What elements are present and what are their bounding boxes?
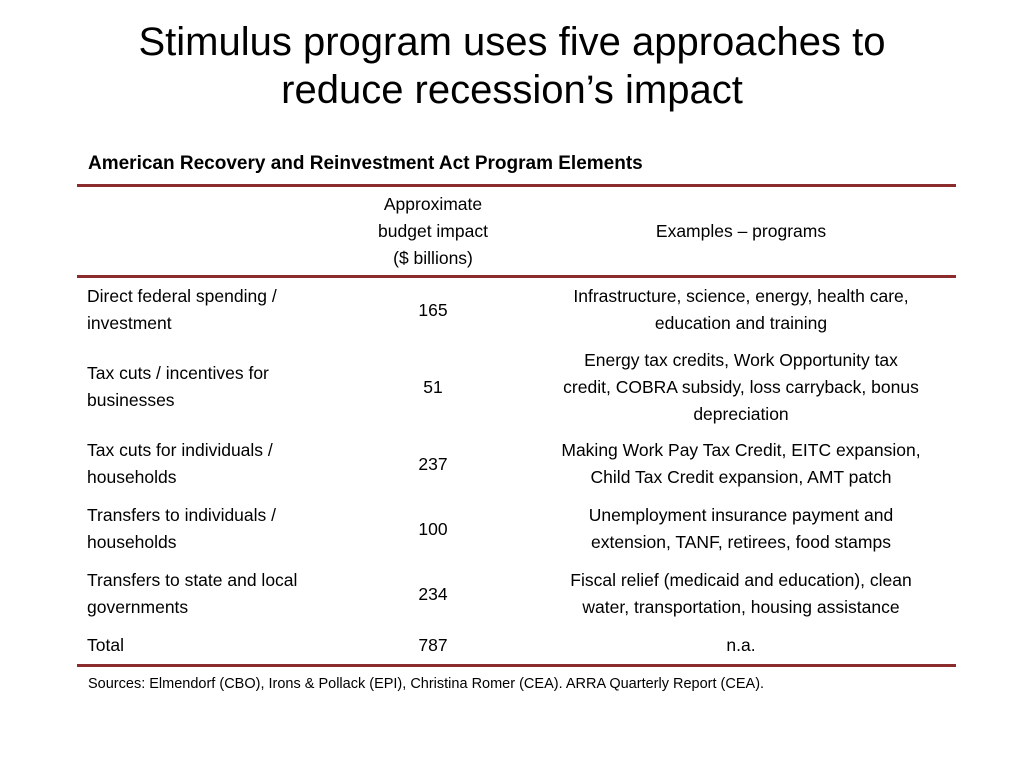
examples-line: depreciation — [693, 403, 789, 424]
total-row — [77, 626, 956, 664]
category-line: businesses — [87, 390, 175, 410]
table-row — [77, 432, 956, 496]
row-examples — [526, 342, 956, 432]
examples-line: Fiscal relief (medicaid and education), clean — [570, 570, 912, 590]
table-bottom-rule — [77, 664, 956, 667]
table-header — [77, 187, 956, 275]
examples-line: Energy tax credits, Work Opportunity tax — [584, 349, 898, 370]
header-budget-impact — [340, 187, 526, 275]
slide-title-line-1: Stimulus program uses five approaches to — [138, 20, 886, 64]
row-examples — [526, 562, 956, 626]
program-elements-table — [77, 187, 956, 664]
row-category: Total — [87, 634, 124, 655]
table-body — [77, 278, 956, 664]
examples-line: water, transportation, housing assistance — [582, 597, 900, 617]
examples-line: education and training — [654, 313, 828, 333]
row-impact: 165 — [418, 299, 448, 320]
examples-line: Infrastructure, science, energy, health care, — [573, 286, 909, 306]
examples-line: credit, COBRA subsidy, loss carryback, bonus — [563, 376, 919, 397]
category-line: households — [87, 467, 177, 487]
row-impact: 234 — [418, 583, 448, 604]
examples-line: Making Work Pay Tax Credit, EITC expansion, — [561, 440, 921, 460]
category-line: Tax cuts for individuals / — [87, 440, 273, 460]
table-row — [77, 278, 956, 342]
examples-line: Child Tax Credit expansion, AMT patch — [590, 467, 892, 487]
row-category — [77, 496, 340, 562]
row-examples — [526, 432, 956, 496]
header-category — [77, 187, 340, 275]
examples-line: extension, TANF, retirees, food stamps — [591, 532, 891, 552]
header-budget-line-1: Approximate — [383, 193, 483, 214]
row-impact: 237 — [418, 453, 448, 474]
category-line: governments — [87, 597, 189, 617]
slide-title-line-2: reduce recession’s impact — [281, 68, 743, 112]
row-category — [77, 278, 340, 342]
sources-note: Sources: Elmendorf (CBO), Irons & Pollack (EPI), Christina Romer (CEA). ARRA Quarterly Report (CEA). — [88, 676, 765, 692]
row-impact: 787 — [418, 634, 448, 655]
header-budget-line-2: budget impact — [378, 220, 488, 241]
category-line: Transfers to state and local — [87, 570, 298, 590]
row-examples — [526, 278, 956, 342]
row-category — [77, 432, 340, 496]
header-row — [77, 187, 956, 275]
table-title: American Recovery and Reinvestment Act Program Elements — [88, 153, 643, 174]
row-impact: 100 — [418, 518, 448, 539]
examples-line: Unemployment insurance payment and — [588, 505, 894, 525]
header-examples: Examples – programs — [655, 220, 827, 241]
table-row — [77, 342, 956, 432]
category-line: Transfers to individuals / — [87, 505, 277, 525]
row-impact: 51 — [423, 376, 443, 397]
row-examples: n.a. — [726, 634, 756, 655]
category-line: Tax cuts / incentives for — [87, 363, 269, 383]
category-line: households — [87, 532, 177, 552]
table-row — [77, 496, 956, 562]
row-category — [77, 562, 340, 626]
table-row — [77, 562, 956, 626]
category-line: investment — [87, 313, 172, 333]
slide-title — [40, 18, 984, 114]
header-budget-line-3: ($ billions) — [393, 247, 473, 268]
row-category — [77, 342, 340, 432]
category-line: Direct federal spending / — [87, 286, 277, 306]
row-examples — [526, 496, 956, 562]
